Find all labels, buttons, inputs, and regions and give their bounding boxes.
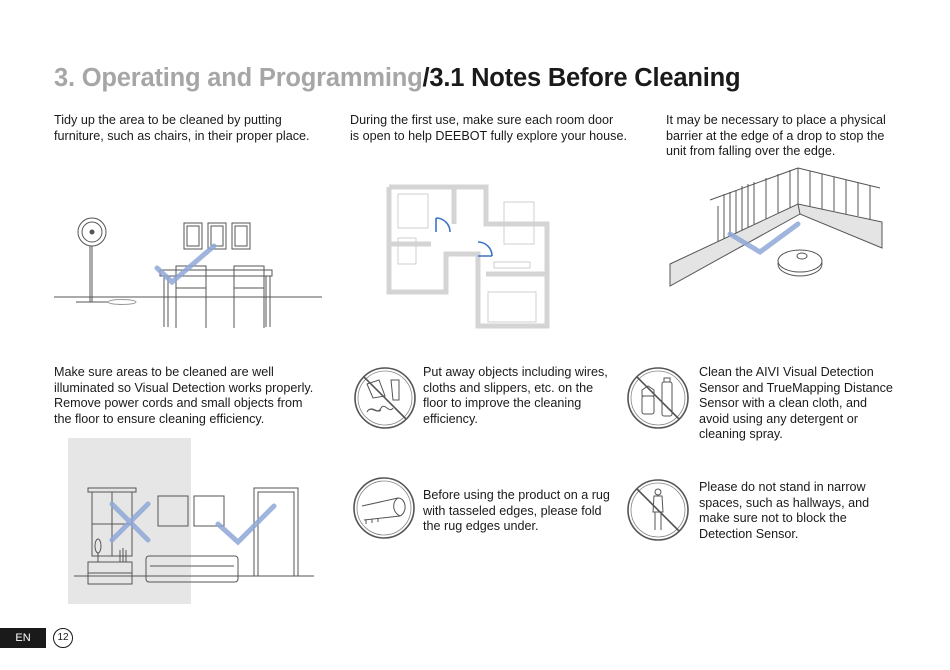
note-lighting: Make sure areas to be cleaned are well illuminated so Visual Detection works properly. Remove power cords and small objects from the floor to ensure cleaning efficiency. [54,365,314,426]
no-floor-objects-icon [353,366,417,430]
note-barrier: It may be necessary to place a physical barrier at the edge of a drop to stop the unit from falling over the edge. [666,113,886,159]
no-standing-person-icon [626,478,690,542]
dining-room-illustration [54,210,324,335]
living-room-illustration [68,438,316,604]
language-badge: EN [0,628,46,648]
note-rug: Before using the product on a rug with tasseled edges, please fold the rug edges under. [423,488,610,534]
note-narrow-spaces: Please do not stand in narrow spaces, such as hallways, and make sure not to block the Detection Sensor. [699,480,870,541]
note-open-doors: During the first use, make sure each room door is open to help DEEBOT fully explore your house. [350,113,627,143]
no-detergent-spray-icon [626,366,690,430]
note-tidy-up: Tidy up the area to be cleaned by putting furniture, such as chairs, in their proper place. [54,113,310,143]
page-number: 12 [53,628,73,648]
page-title [54,64,740,93]
note-put-away: Put away objects including wires, cloths and slippers, etc. on the floor to improve the cleaning efficiency. [423,365,608,426]
section-title: 3. Operating and Programming [54,64,423,92]
floor-plan-illustration [386,184,550,329]
stairs-barrier-illustration [670,164,882,294]
subsection-title: /3.1 Notes Before Cleaning [422,64,741,92]
note-clean-sensor: Clean the AIVI Visual Detection Sensor and TrueMapping Distance Sensor with a clean cloth, and avoid using any detergent or cleaning spray. [699,365,893,442]
rug-fold-icon [352,476,416,540]
